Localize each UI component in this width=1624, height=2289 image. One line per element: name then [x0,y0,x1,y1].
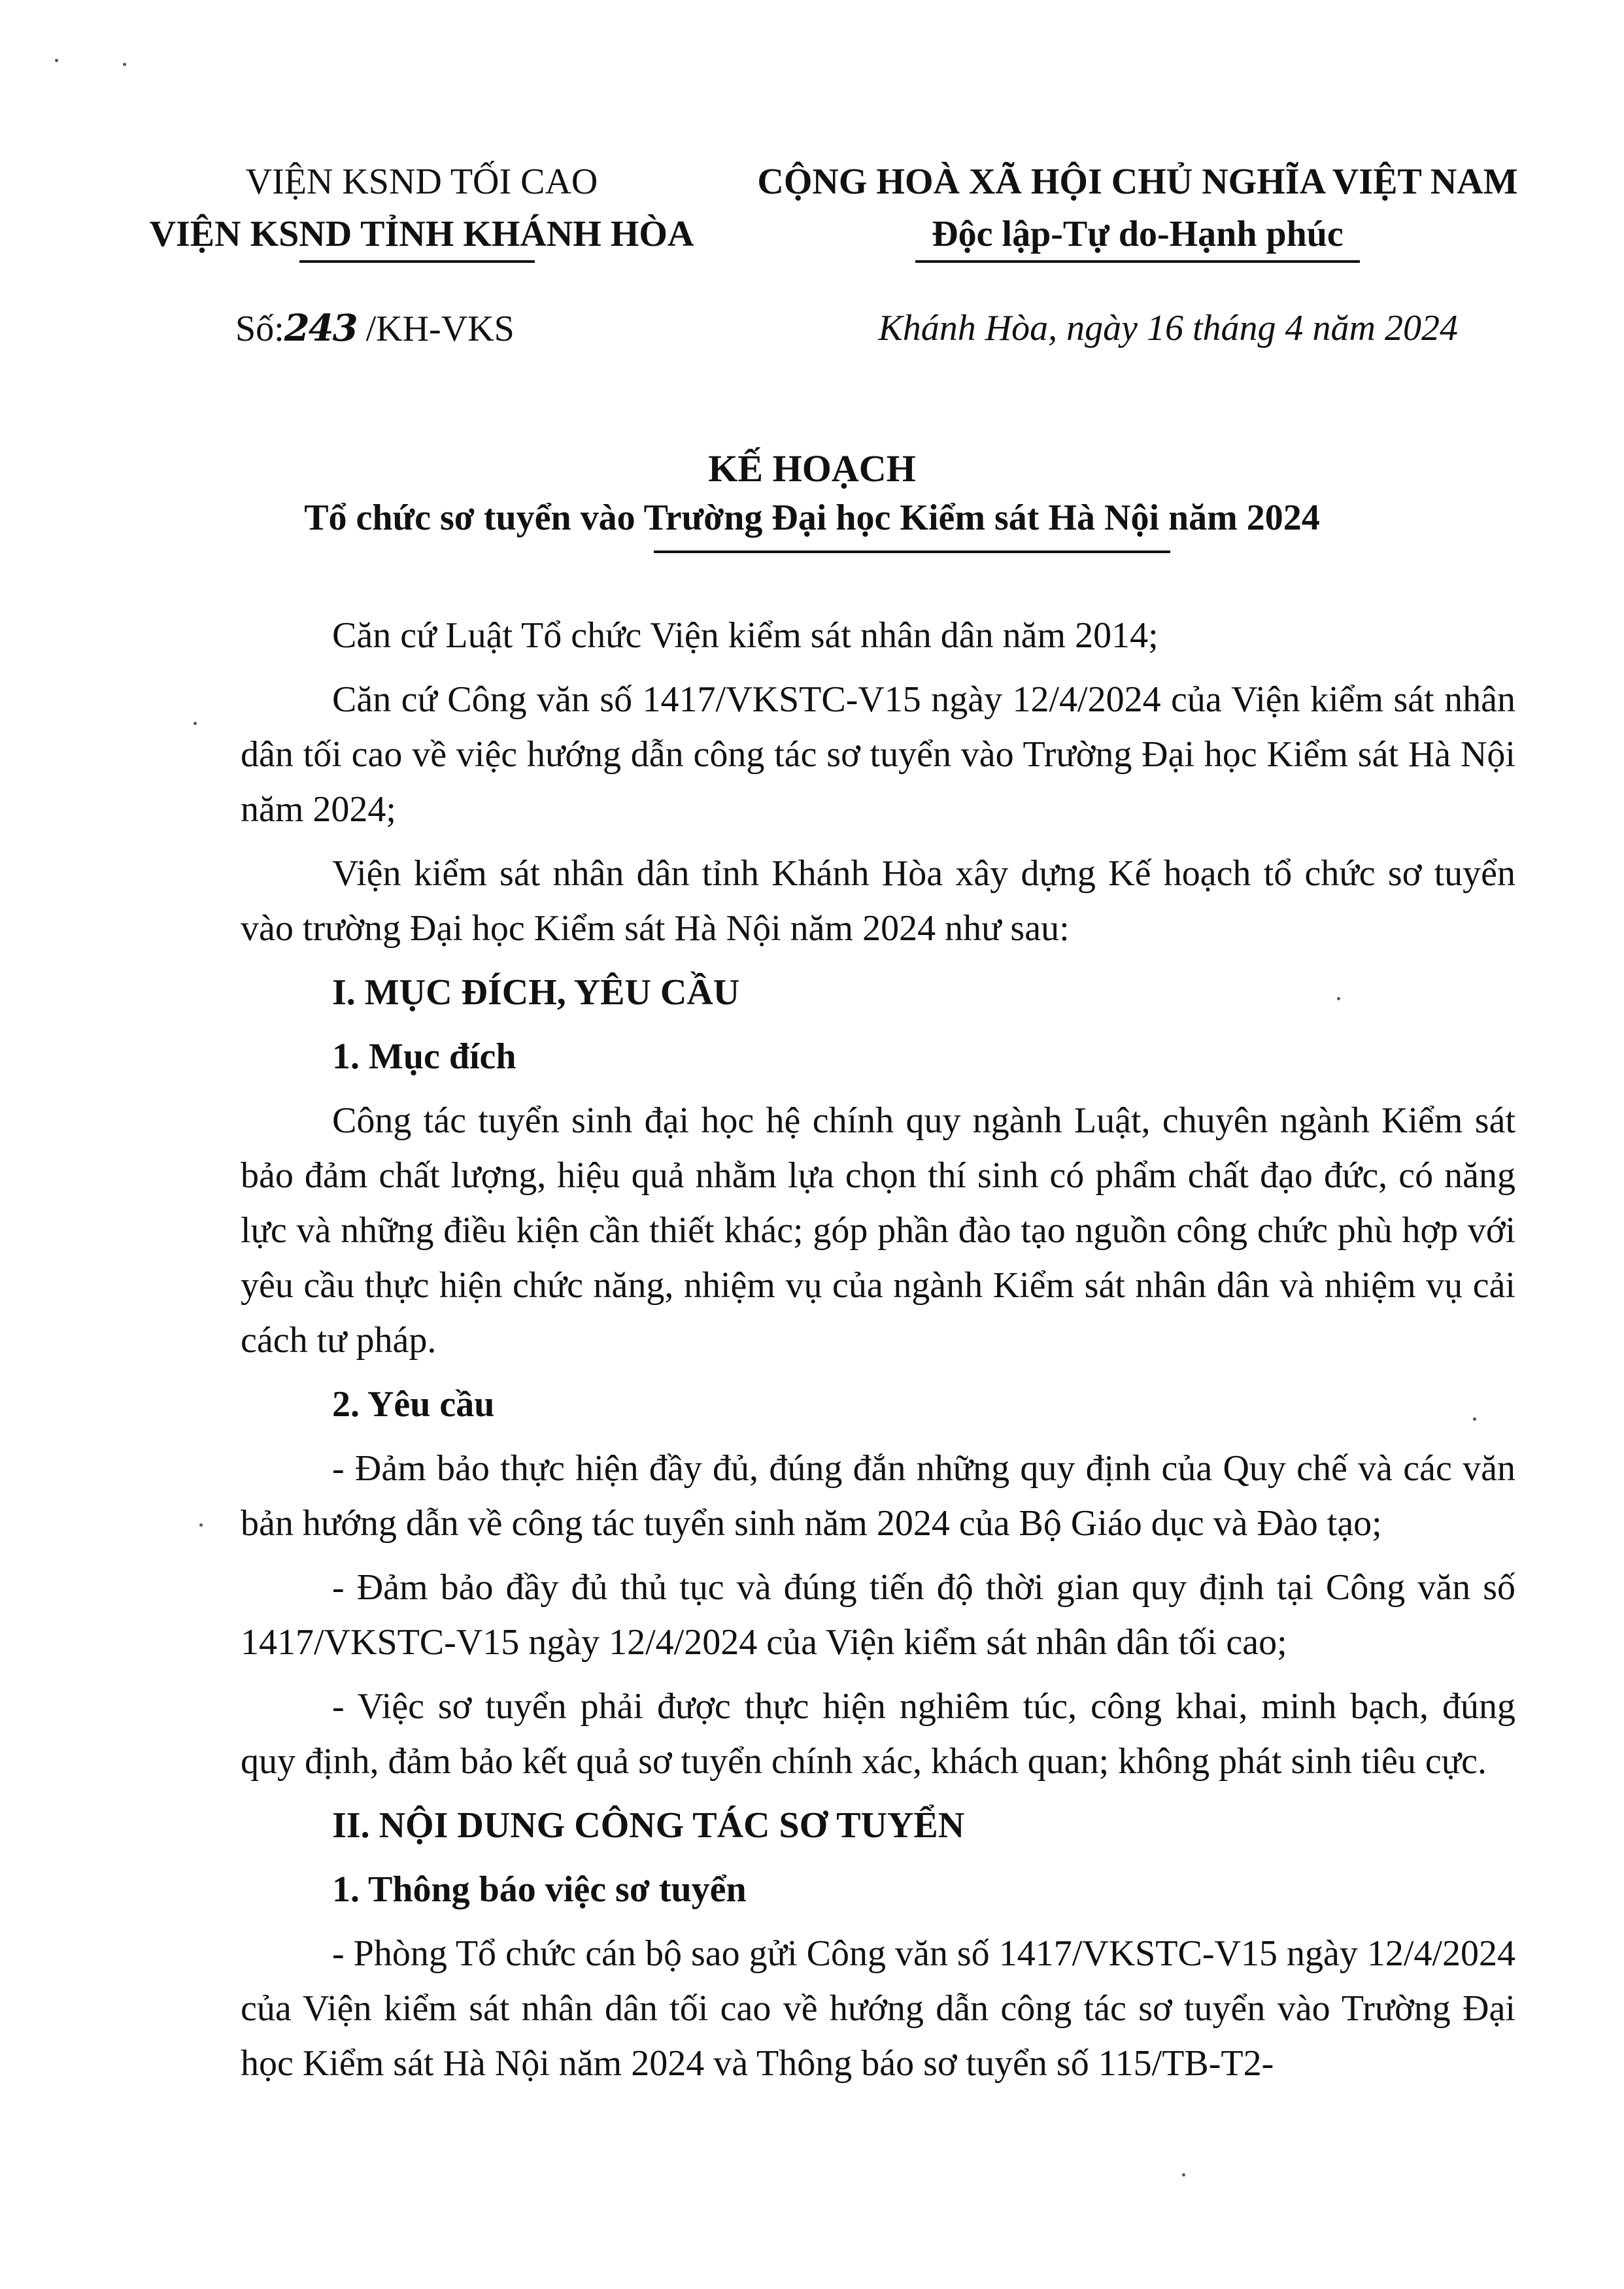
paragraph-requirement-1: - Đảm bảo thực hiện đầy đủ, đúng đắn những quy định của Quy chế và các văn bản hướng dẫn về công tác tuyển sinh năm 2024 của Bộ Giáo dục và Đào tạo; [241,1448,1515,1544]
paragraph-legal-basis-2: Căn cứ Công văn số 1417/VKSTC-V15 ngày 12/4/2024 của Viện kiểm sát nhân dân tối cao về việc hướng dẫn công tác sơ tuyển vào Trường Đại học Kiểm sát Hà Nội năm 2024; [241,679,1515,830]
scan-speck [199,1523,203,1527]
section-heading-1: I. MỤC ĐÍCH, YÊU CẦU [332,972,740,1013]
national-motto: Độc lập-Tự do-Hạnh phúc [932,214,1344,254]
paragraph-notice: - Phòng Tổ chức cán bộ sao gửi Công văn số 1417/VKSTC-V15 ngày 12/4/2024 của Viện kiểm sát nhân dân tối cao về hướng dẫn công tác sơ tuyển vào Trường Đại học Kiểm sát Hà Nội năm 2024 và Thông báo sơ tuyển số 115/TB-T2- [241,1933,1515,2084]
paragraph-legal-basis-1: Căn cứ Luật Tổ chức Viện kiểm sát nhân dân năm 2014; [332,615,1159,656]
subsection-heading-notice: 1. Thông báo việc sơ tuyển [332,1869,747,1910]
scan-speck [55,59,58,62]
document-date: Khánh Hòa, ngày 16 tháng 4 năm 2024 [878,308,1458,348]
issuing-agency [141,156,703,260]
paragraph-purpose: Công tác tuyển sinh đại học hệ chính quy ngành Luật, chuyên ngành Kiểm sát bảo đảm chất lượng, hiệu quả nhằm lựa chọn thí sinh có phẩm chất đạo đức, có năng lực và những điều kiện cần thiết khác; góp phần đào tạo nguồn công chức phù hợp với yêu cầu thực hiện chức năng, nhiệm vụ của ngành Kiểm sát nhân dân và nhiệm vụ cải cách tư pháp. [241,1100,1515,1361]
document-body [241,608,1515,2100]
paragraph-requirement-2: - Đảm bảo đầy đủ thủ tục và đúng tiến độ thời gian quy định tại Công văn số 1417/VKSTC-V15 ngày 12/4/2024 của Viện kiểm sát nhân dân tối cao; [241,1567,1515,1663]
motto-underline [915,260,1360,263]
title-underline [654,551,1170,553]
scan-speck [1473,1417,1476,1421]
subsection-heading-requirements: 2. Yêu cầu [332,1384,495,1425]
agency-underline [299,260,535,263]
scan-speck [194,722,197,725]
paragraph-intro: Viện kiểm sát nhân dân tỉnh Khánh Hòa xây dựng Kế hoạch tổ chức sơ tuyển vào trường Đại học Kiểm sát Hà Nội năm 2024 như sau: [241,853,1515,949]
document-title: KẾ HOẠCH [708,447,916,490]
scan-speck [1337,997,1340,1000]
document-subtitle: Tổ chức sơ tuyển vào Trường Đại học Kiểm sát Hà Nội năm 2024 [304,498,1320,538]
scan-speck [1182,2173,1185,2177]
paragraph-requirement-3: - Việc sơ tuyển phải được thực hiện nghiêm túc, công khai, minh bạch, đúng quy định, đảm bảo kết quả sơ tuyển chính xác, khách quan; không phát sinh tiêu cực. [241,1686,1515,1782]
handwritten-number: 243 [284,307,357,350]
section-heading-2: II. NỘI DUNG CÔNG TÁC SƠ TUYỂN [332,1805,965,1846]
document-number [235,302,515,355]
document-number-suffix: /KH-VKS [356,309,515,349]
subsection-heading-purpose: 1. Mục đích [332,1036,516,1077]
document-number-prefix: Số: [235,309,284,349]
parent-agency: VIỆN KSND TỐI CAO [245,161,598,202]
national-title [752,156,1523,260]
scan-speck [123,63,126,66]
agency-name: VIỆN KSND TỈNH KHÁNH HÒA [149,214,694,254]
country-name: CỘNG HOÀ XÃ HỘI CHỦ NGHĨA VIỆT NAM [757,161,1518,202]
